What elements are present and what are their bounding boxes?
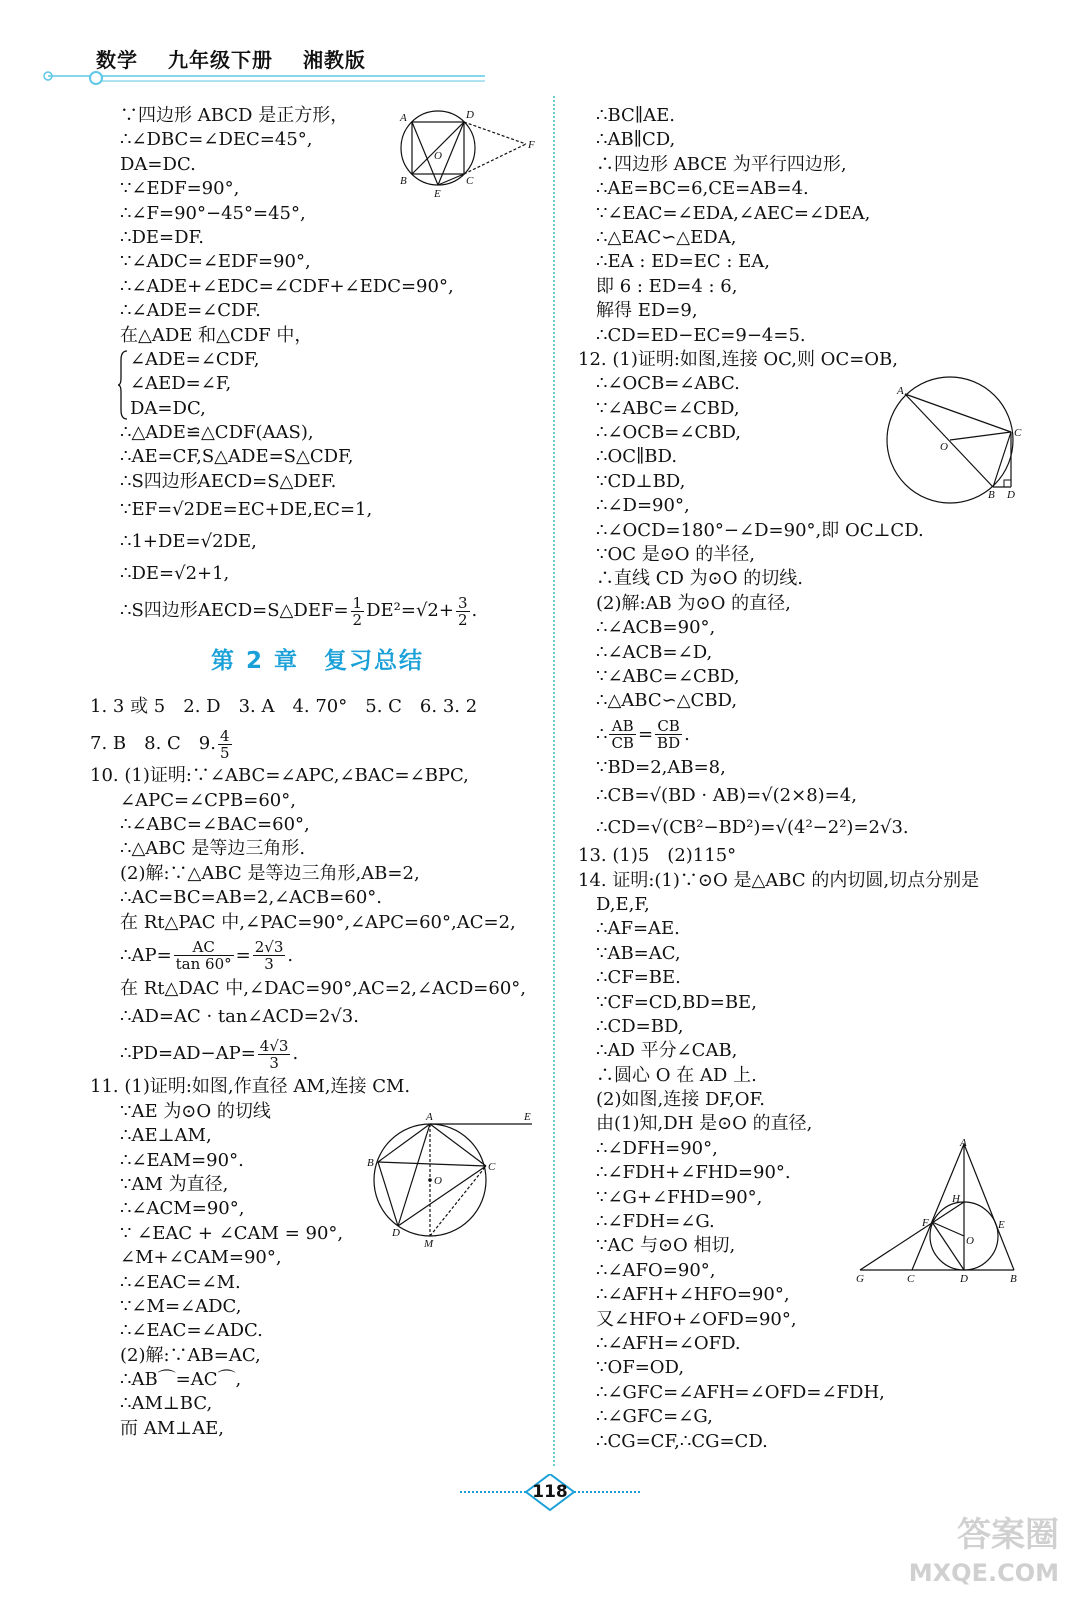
text-line: ∴AE=CF,S△ADE=S△CDF, bbox=[120, 446, 354, 468]
text-line: DA=DC. bbox=[120, 153, 196, 175]
text-line: ∵OC 是⊙O 的半径, bbox=[596, 544, 755, 566]
text-line: ∴ $\frac{AB}{CB}$ = $\frac{CB}{BD}$ . bbox=[596, 717, 690, 753]
text-line: ∵∠EDF=90°, bbox=[120, 178, 240, 200]
column-divider bbox=[553, 96, 555, 1466]
text-line: ∴AD 平分∠CAB, bbox=[596, 1040, 738, 1062]
text-line: ∴AP= $\frac{AC}{\tan 60^\circ}$ = $\frac{2√3}{3}$ . bbox=[120, 938, 294, 974]
text-line: 而 AM⊥AE, bbox=[120, 1417, 224, 1439]
text-line: ∵AM 为直径, bbox=[120, 1173, 229, 1195]
text-line: ∴∠OCB=∠ABC. bbox=[596, 373, 740, 395]
figure-tangent-circle bbox=[360, 1110, 540, 1250]
system-of-conditions bbox=[90, 348, 545, 421]
text-line: ∴直线 CD 为⊙O 的切线. bbox=[596, 568, 803, 590]
text-line: ∠AED=∠F, bbox=[130, 373, 232, 395]
answer-line: 7. B 8. C 9. $\frac{4}{5}$ bbox=[90, 726, 230, 762]
text-line: ∴AE⊥AM, bbox=[120, 1125, 212, 1147]
fig4-label: H bbox=[952, 1193, 960, 1205]
fraction: $\frac{2√3}{3}$ bbox=[254, 938, 284, 974]
text-line: ∴AD=AC · tan∠ACD=2√3. bbox=[120, 1006, 359, 1028]
text-line: ∴CD=BD, bbox=[596, 1015, 684, 1037]
text-line: ∴DE=DF. bbox=[120, 226, 204, 248]
text-line: ∵∠EAC=∠EDA,∠AEC=∠DEA, bbox=[596, 202, 871, 224]
text-line: DA=DC, bbox=[130, 397, 206, 419]
text-line: ∴1+DE=√2DE, bbox=[120, 531, 257, 553]
text-line: ∴BC∥AE. bbox=[596, 105, 675, 126]
text-line: 12. (1)证明:如图,连接 OC,则 OC=OB, bbox=[578, 348, 899, 370]
page-number: 118 bbox=[532, 1482, 568, 1502]
fig1-label: E bbox=[434, 188, 441, 200]
text-line: ∴∠FDH+∠FHD=90°. bbox=[596, 1162, 791, 1184]
text-line: ∴∠AFH+∠HFO=90°, bbox=[596, 1284, 790, 1306]
text-line: ∴AB⌒=AC⌒, bbox=[120, 1369, 242, 1391]
text-line: ∵∠ABC=∠CBD, bbox=[596, 397, 740, 419]
text-line: (2)解:AB 为⊙O 的直径, bbox=[596, 592, 791, 614]
text-line: ∴CD=ED−EC=9−4=5. bbox=[596, 324, 806, 346]
text-line: ∴∠OCB=∠CBD, bbox=[596, 422, 741, 444]
fig2-label: D bbox=[392, 1227, 400, 1239]
fig4-label: F bbox=[922, 1217, 929, 1229]
text-line: ∵AE 为⊙O 的切线 bbox=[120, 1100, 271, 1122]
watermark-logo: 答案圈 bbox=[957, 1515, 1059, 1555]
text-line: 在 Rt△DAC 中,∠DAC=90°,AC=2,∠ACD=60°, bbox=[120, 977, 527, 999]
text-line: ∵CD⊥BD, bbox=[596, 470, 686, 492]
fig1-label: D bbox=[466, 109, 474, 121]
fraction: $\frac{3}{2}$ bbox=[457, 593, 468, 629]
text-line: ∵BD=2,AB=8, bbox=[596, 756, 726, 778]
text-line: ∴圆心 O 在 AD 上. bbox=[596, 1064, 757, 1086]
text-line: 即 6 : ED=4 : 6, bbox=[596, 275, 738, 297]
text-line: 在 Rt△PAC 中,∠PAC=90°,∠APC=60°,AC=2, bbox=[120, 911, 516, 933]
fig3-label: D bbox=[1007, 489, 1015, 501]
fig1-label: F bbox=[528, 139, 535, 151]
text-line: ∴四边形 ABCE 为平行四边形, bbox=[596, 153, 847, 175]
fraction: $\frac{AB}{CB}$ bbox=[611, 717, 634, 753]
text-line: ∴∠ACB=90°, bbox=[596, 617, 716, 639]
fig3-label: C bbox=[1014, 427, 1022, 439]
fig1-label: A bbox=[400, 112, 407, 124]
text-line: ∵四边形 ABCD 是正方形， bbox=[120, 105, 349, 126]
text-line: ∴∠ACB=∠D, bbox=[596, 641, 713, 663]
text-line: 在△ADE 和△CDF 中， bbox=[120, 324, 313, 346]
figure-square-circle bbox=[394, 104, 544, 200]
text-line: ∴∠ABC=∠BAC=60°, bbox=[120, 814, 310, 836]
text-line: ∴CB=√(BD · AB)=√(2×8)=4, bbox=[596, 785, 857, 807]
text-line: ∴△ABC 是等边三角形. bbox=[120, 838, 306, 860]
text-line: ∴∠AFO=90°, bbox=[596, 1259, 716, 1281]
text-line: ∠APC=∠CPB=60°, bbox=[120, 789, 296, 811]
fig4-label: A bbox=[960, 1137, 967, 1149]
text-line: 解得 ED=9, bbox=[596, 300, 698, 322]
fig4-label: D bbox=[960, 1273, 968, 1285]
text-line: ∵CF=CD,BD=BE, bbox=[596, 991, 757, 1013]
text-line: (2)如图,连接 DF,OF. bbox=[596, 1089, 765, 1111]
text-line: ∵ ∠EAC + ∠CAM = 90°, bbox=[120, 1222, 344, 1244]
text-line: ∵AB=AC, bbox=[596, 942, 681, 964]
text-line: 又∠HFO+∠OFD=90°, bbox=[596, 1308, 797, 1330]
text-line: 14. 证明:(1)∵⊙O 是△ABC 的内切圆,切点分别是 bbox=[578, 869, 980, 891]
fig3-label: O bbox=[940, 441, 948, 453]
page-number-block bbox=[460, 1474, 640, 1514]
text-line: ∴∠FDH=∠G. bbox=[596, 1211, 715, 1233]
fig2-label: A bbox=[426, 1111, 433, 1123]
text-line: ∴∠F=90°−45°=45°, bbox=[120, 202, 306, 224]
watermark-url: MXQE.COM bbox=[908, 1559, 1059, 1587]
header-rule bbox=[40, 68, 490, 88]
text-line: ∴∠ACM=90°, bbox=[120, 1198, 245, 1220]
fig2-label: C bbox=[488, 1161, 496, 1173]
fraction: $\frac{4√3}{3}$ bbox=[259, 1036, 289, 1072]
text-line: ∴∠OCD=180°−∠D=90°,即 OC⊥CD. bbox=[596, 519, 924, 541]
fig2-label: M bbox=[424, 1238, 434, 1250]
fig1-label: O bbox=[434, 150, 442, 162]
figure-circle-diameter bbox=[880, 374, 1030, 504]
text-line: ∵∠G+∠FHD=90°, bbox=[596, 1186, 763, 1208]
brace-icon bbox=[118, 350, 128, 420]
text-line: ∴∠GFC=∠G, bbox=[596, 1406, 713, 1428]
text-line: ∴S四边形AECD=S△DEF. bbox=[120, 470, 337, 492]
fig1-label: C bbox=[466, 175, 474, 187]
text-line: ∵AC 与⊙O 相切, bbox=[596, 1235, 736, 1257]
text-line: ∴EA : ED=EC : EA, bbox=[596, 251, 771, 273]
text-line: ∴∠GFC=∠AFH=∠OFD=∠FDH, bbox=[596, 1381, 885, 1403]
text-line: ∴OC∥BD. bbox=[596, 446, 678, 468]
text-line: ∠ADE=∠CDF, bbox=[130, 348, 260, 370]
text-line: ∴PD=AD−AP= $\frac{4√3}{3}$ . bbox=[120, 1036, 299, 1072]
text-line: ∵∠ADC=∠EDF=90°, bbox=[120, 251, 311, 273]
text-line: ∴∠D=90°, bbox=[596, 495, 690, 517]
fig4-label: C bbox=[907, 1273, 915, 1285]
text-line: ∴∠EAC=∠ADC. bbox=[120, 1320, 263, 1342]
fraction: $\frac{AC}{\tan 60^\circ}$ bbox=[175, 938, 232, 974]
text-line: ∴∠ADE+∠EDC=∠CDF+∠EDC=90°, bbox=[120, 275, 454, 297]
text-line: 11. (1)证明:如图,作直径 AM,连接 CM. bbox=[90, 1076, 411, 1098]
text-line: ∵∠ABC=∠CBD, bbox=[596, 665, 740, 687]
header-edition: 湘教版 bbox=[302, 48, 366, 72]
text-line: ∴CG=CF,∴CG=CD. bbox=[596, 1430, 768, 1452]
text-line: ∵EF=√2DE=EC+DE,EC=1, bbox=[120, 499, 373, 521]
fig4-label: O bbox=[966, 1235, 974, 1247]
fig4-label: E bbox=[998, 1219, 1005, 1231]
text-line: ∴∠DBC=∠DEC=45°, bbox=[120, 129, 313, 151]
text-line: ∴△ABC∽△CBD, bbox=[596, 690, 738, 712]
figure-incircle-triangle bbox=[852, 1136, 1032, 1286]
text-line: ∴△EAC∽△EDA, bbox=[596, 226, 737, 248]
text-line: ∴AE=BC=6,CE=AB=4. bbox=[596, 178, 809, 200]
text-line: ∴∠AFH=∠OFD. bbox=[596, 1332, 741, 1354]
text-line: ∴∠ADE=∠CDF. bbox=[120, 300, 261, 322]
text-line: D,E,F, bbox=[596, 893, 650, 915]
text-line: ∴AM⊥BC, bbox=[120, 1393, 213, 1415]
text-line: ∴S四边形AECD=S△DEF= $\frac{1}{2}$ DE²=√2+ $\frac{3}{2}$ . bbox=[120, 593, 478, 629]
fig2-label: E bbox=[524, 1111, 531, 1123]
header-grade: 九年级下册 bbox=[167, 48, 273, 72]
text-line: (2)解:∵AB=AC, bbox=[120, 1344, 261, 1366]
text-line: ∠M+∠CAM=90°, bbox=[120, 1247, 282, 1269]
answer-line: 1. 3 或 5 2. D 3. A 4. 70° 5. C 6. 3. 2 bbox=[90, 696, 478, 718]
text-line: 13. (1)5 (2)115° bbox=[578, 845, 737, 867]
text-line: ∴△ADE≌△CDF(AAS), bbox=[120, 422, 314, 444]
text-line: ∴DE=√2+1, bbox=[120, 563, 230, 585]
fig2-label: B bbox=[367, 1157, 374, 1169]
chapter-heading: 第 2 章 复习总结 bbox=[210, 648, 425, 675]
fig4-label: B bbox=[1010, 1273, 1017, 1285]
fraction: $\frac{CB}{BD}$ bbox=[657, 717, 681, 753]
text-line: ∴∠EAC=∠M. bbox=[120, 1271, 241, 1293]
text-line: 由(1)知,DH 是⊙O 的直径, bbox=[596, 1113, 813, 1135]
fraction: $\frac{4}{5}$ bbox=[219, 726, 230, 762]
text-line: ∴AB∥CD, bbox=[596, 129, 676, 151]
text-line: ∴∠EAM=90°. bbox=[120, 1149, 244, 1171]
text-line: ∴CD=√(CB²−BD²)=√(4²−2²)=2√3. bbox=[596, 817, 909, 839]
text-line: ∴CF=BE. bbox=[596, 967, 681, 989]
text-line: 10. (1)证明:∵∠ABC=∠APC,∠BAC=∠BPC, bbox=[90, 765, 469, 787]
fraction: $\frac{1}{2}$ bbox=[352, 593, 363, 629]
fig3-label: A bbox=[897, 385, 904, 397]
text-line: ∴AF=AE. bbox=[596, 918, 680, 940]
fig4-label: G bbox=[856, 1273, 864, 1285]
text-line: ∴∠DFH=90°, bbox=[596, 1137, 718, 1159]
header-subject: 数学 bbox=[96, 48, 138, 72]
fig1-label: B bbox=[400, 175, 407, 187]
text-line: ∵OF=OD, bbox=[596, 1357, 685, 1379]
text-line: (2)解:∵△ABC 是等边三角形,AB=2, bbox=[120, 862, 420, 884]
watermark bbox=[909, 1516, 1059, 1592]
text-line: ∵∠M=∠ADC, bbox=[120, 1295, 242, 1317]
text-line: ∴AC=BC=AB=2,∠ACB=60°. bbox=[120, 887, 382, 909]
fig3-label: B bbox=[988, 489, 995, 501]
fig2-label: O bbox=[434, 1175, 442, 1187]
